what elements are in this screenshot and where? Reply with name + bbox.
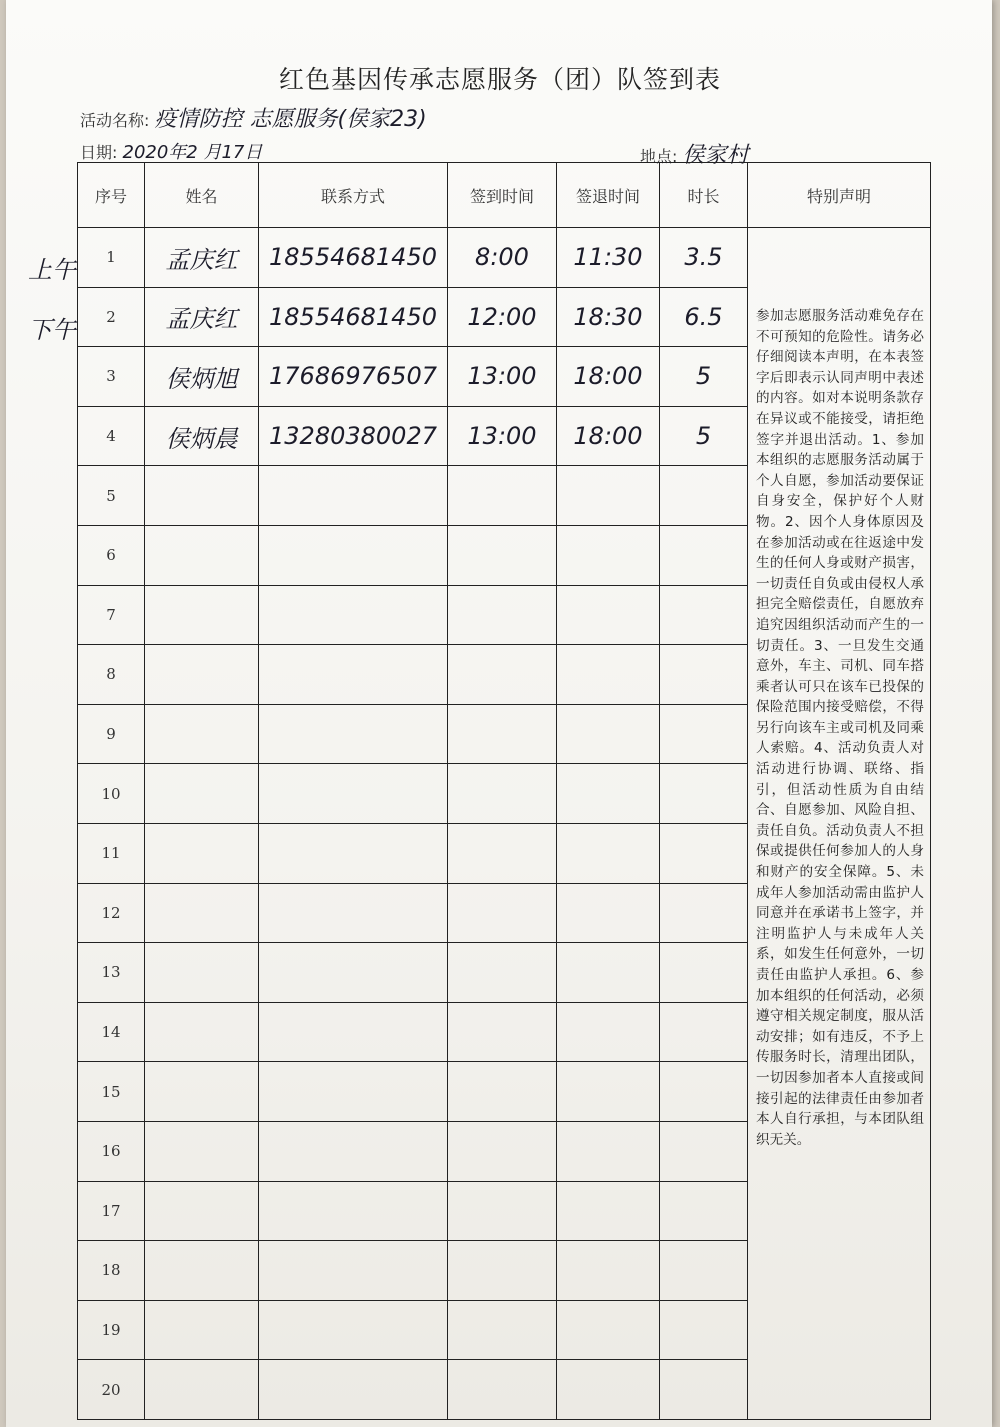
row-name-value: 孟庆红: [165, 245, 238, 274]
date-line: [80, 138, 262, 164]
row-checkin: [448, 347, 557, 407]
row-checkout: [557, 228, 660, 288]
row-duration: [660, 764, 748, 824]
row-name: [145, 1121, 259, 1181]
row-checkin: [448, 704, 557, 764]
row-number: 14: [78, 1002, 145, 1062]
row-name: [145, 228, 259, 288]
row-phone: [259, 1181, 448, 1241]
row-phone: [259, 287, 448, 347]
row-checkout-value: 18:00: [573, 422, 643, 451]
table-row: [78, 228, 931, 288]
row-number: 16: [78, 1121, 145, 1181]
row-checkout: [557, 704, 660, 764]
row-phone-value: 17686976507: [269, 362, 437, 391]
row-phone: [259, 347, 448, 407]
row-duration: [660, 645, 748, 705]
row-checkout: [557, 883, 660, 943]
row-checkin: [448, 525, 557, 585]
row-duration: [660, 1002, 748, 1062]
row-number: 5: [78, 466, 145, 526]
activity-label: 活动名称:: [80, 111, 150, 130]
header-no: 序号: [78, 163, 145, 228]
row-name: [145, 764, 259, 824]
header-name: 姓名: [145, 163, 259, 228]
row-number: 12: [78, 883, 145, 943]
row-checkout: [557, 287, 660, 347]
row-phone: [259, 406, 448, 466]
row-number: 2: [78, 287, 145, 347]
row-duration: [660, 228, 748, 288]
special-statement: 参加志愿服务活动难免存在不可预知的危险性。请务必仔细阅读本声明，在本表签字后即表示认同声明中表述的内容。如对本说明条款存在异议或不能接受，请拒绝签字并退出活动。1、参加本组织的志愿服务活动属于个人自愿，参加活动要保证自身安全，保护好个人财物。2、因个人身体原因及在参加活动或在往返途中发生的任何人身或财产损害，一切责任自负或由侵权人承担完全赔偿责任，自愿放弃追究因组织活动而产生的一切责任。3、一旦发生交通意外，车主、司机、同车搭乘者认可只在该车已投保的保险范围内接受赔偿，不得另行向该车主或司机及同乘人索赔。4、活动负责人对活动进行协调、联络、指引，但活动性质为自由结合、自愿参加、风险自担、责任自负。活动负责人不担保或提供任何参加人的人身和财产的安全保障。5、未成年人参加活动需由监护人同意并在承诺书上签字，并注明监护人与未成年人关系，如发生任何意外，一切责任由监护人承担。6、参加本组织的任何活动，必须遵守相关规定制度，服从活动安排；如有违反，不予上传服务时长，清理出团队，一切因参加者本人直接或间接引起的法律责任由参加者本人自行承担，与本团队组织无关。: [748, 228, 931, 1420]
side-note-afternoon: 下午: [28, 316, 76, 344]
row-duration: [660, 287, 748, 347]
row-checkout: [557, 1300, 660, 1360]
location-value: 侯家村: [682, 143, 749, 168]
row-checkin: [448, 585, 557, 645]
row-checkin: [448, 883, 557, 943]
row-name: [145, 347, 259, 407]
row-checkin: [448, 466, 557, 526]
row-number: 15: [78, 1062, 145, 1122]
row-number: 10: [78, 764, 145, 824]
row-phone: [259, 228, 448, 288]
row-phone: [259, 764, 448, 824]
location-label: 地点:: [640, 147, 678, 166]
row-checkin-value: 12:00: [467, 302, 537, 331]
row-checkout: [557, 645, 660, 705]
row-phone: [259, 1062, 448, 1122]
row-checkout: [557, 1360, 660, 1420]
row-phone: [259, 1300, 448, 1360]
header-duration: 时长: [660, 163, 748, 228]
header-checkin: 签到时间: [448, 163, 557, 228]
row-checkout: [557, 764, 660, 824]
row-checkout: [557, 823, 660, 883]
row-number: 17: [78, 1181, 145, 1241]
row-name-value: 孟庆红: [165, 305, 238, 334]
row-checkout: [557, 585, 660, 645]
row-name: [145, 823, 259, 883]
row-name-value: 侯炳晨: [165, 424, 238, 453]
row-phone: [259, 704, 448, 764]
row-checkin: [448, 1121, 557, 1181]
row-name: [145, 466, 259, 526]
row-duration: [660, 466, 748, 526]
row-checkout: [557, 1241, 660, 1301]
row-duration: [660, 1300, 748, 1360]
row-checkout: [557, 347, 660, 407]
row-checkin-value: 13:00: [467, 422, 537, 451]
header-phone: 联系方式: [259, 163, 448, 228]
row-name: [145, 406, 259, 466]
row-duration: [660, 883, 748, 943]
row-duration: [660, 823, 748, 883]
row-phone: [259, 645, 448, 705]
row-checkin: [448, 1002, 557, 1062]
row-checkin: [448, 1300, 557, 1360]
row-checkout: [557, 1181, 660, 1241]
row-phone: [259, 466, 448, 526]
row-checkout: [557, 525, 660, 585]
row-phone: [259, 1121, 448, 1181]
row-name: [145, 883, 259, 943]
row-checkout-value: 11:30: [573, 243, 643, 272]
header-statement: 特别声明: [748, 163, 931, 228]
row-checkout: [557, 406, 660, 466]
row-name: [145, 1241, 259, 1301]
row-duration: [660, 406, 748, 466]
row-phone: [259, 585, 448, 645]
row-checkout: [557, 1002, 660, 1062]
row-phone-value: 18554681450: [269, 302, 437, 331]
row-name: [145, 1002, 259, 1062]
row-duration-value: 3.5: [684, 243, 723, 272]
row-checkin: [448, 645, 557, 705]
row-name: [145, 287, 259, 347]
row-checkin-value: 13:00: [467, 362, 537, 391]
row-number: 18: [78, 1241, 145, 1301]
row-checkin: [448, 287, 557, 347]
row-name: [145, 1300, 259, 1360]
row-duration: [660, 704, 748, 764]
row-number: 11: [78, 823, 145, 883]
row-number: 1: [78, 228, 145, 288]
row-checkout-value: 18:00: [573, 362, 643, 391]
row-number: 19: [78, 1300, 145, 1360]
signin-table: [77, 162, 931, 1420]
row-checkout: [557, 1062, 660, 1122]
activity-value: 疫情防控 志愿服务(侯家23): [154, 107, 427, 132]
row-checkin: [448, 406, 557, 466]
row-name: [145, 1062, 259, 1122]
row-duration: [660, 1121, 748, 1181]
row-checkin: [448, 1360, 557, 1420]
header-checkout: 签退时间: [557, 163, 660, 228]
date-value: 2020年2 月17日: [122, 142, 263, 163]
row-name: [145, 585, 259, 645]
row-number: 6: [78, 525, 145, 585]
row-number: 9: [78, 704, 145, 764]
row-checkin-value: 8:00: [475, 243, 529, 272]
row-duration-value: 5: [695, 362, 712, 391]
row-number: 3: [78, 347, 145, 407]
row-number: 20: [78, 1360, 145, 1420]
row-checkout: [557, 466, 660, 526]
row-number: 7: [78, 585, 145, 645]
row-duration: [660, 1360, 748, 1420]
row-phone-value: 18554681450: [269, 243, 437, 272]
row-duration: [660, 525, 748, 585]
row-number: 13: [78, 943, 145, 1003]
row-duration: [660, 1241, 748, 1301]
row-phone: [259, 1241, 448, 1301]
row-checkin: [448, 1241, 557, 1301]
table-header-row: [78, 163, 931, 228]
row-phone: [259, 1360, 448, 1420]
row-name: [145, 704, 259, 764]
row-phone: [259, 1002, 448, 1062]
row-name: [145, 645, 259, 705]
row-checkin: [448, 1062, 557, 1122]
side-note-morning: 上午: [28, 256, 76, 284]
row-checkin: [448, 943, 557, 1003]
row-phone: [259, 525, 448, 585]
row-checkin: [448, 823, 557, 883]
row-duration: [660, 347, 748, 407]
row-name: [145, 1181, 259, 1241]
row-phone: [259, 883, 448, 943]
row-duration: [660, 585, 748, 645]
row-duration: [660, 1062, 748, 1122]
row-name-value: 侯炳旭: [165, 364, 238, 393]
row-phone: [259, 823, 448, 883]
row-phone: [259, 943, 448, 1003]
date-label: 日期:: [80, 143, 118, 162]
row-name: [145, 943, 259, 1003]
row-number: 4: [78, 406, 145, 466]
row-name: [145, 525, 259, 585]
row-duration-value: 5: [695, 422, 712, 451]
row-checkin: [448, 764, 557, 824]
activity-line: [80, 102, 427, 133]
row-duration-value: 6.5: [684, 302, 723, 331]
row-number: 8: [78, 645, 145, 705]
row-duration: [660, 943, 748, 1003]
row-name: [145, 1360, 259, 1420]
row-checkout: [557, 943, 660, 1003]
row-checkin: [448, 1181, 557, 1241]
page-title: 红色基因传承志愿服务（团）队签到表: [278, 65, 721, 94]
row-checkout-value: 18:30: [573, 302, 643, 331]
row-checkout: [557, 1121, 660, 1181]
row-phone-value: 13280380027: [269, 422, 437, 451]
row-duration: [660, 1181, 748, 1241]
row-checkin: [448, 228, 557, 288]
